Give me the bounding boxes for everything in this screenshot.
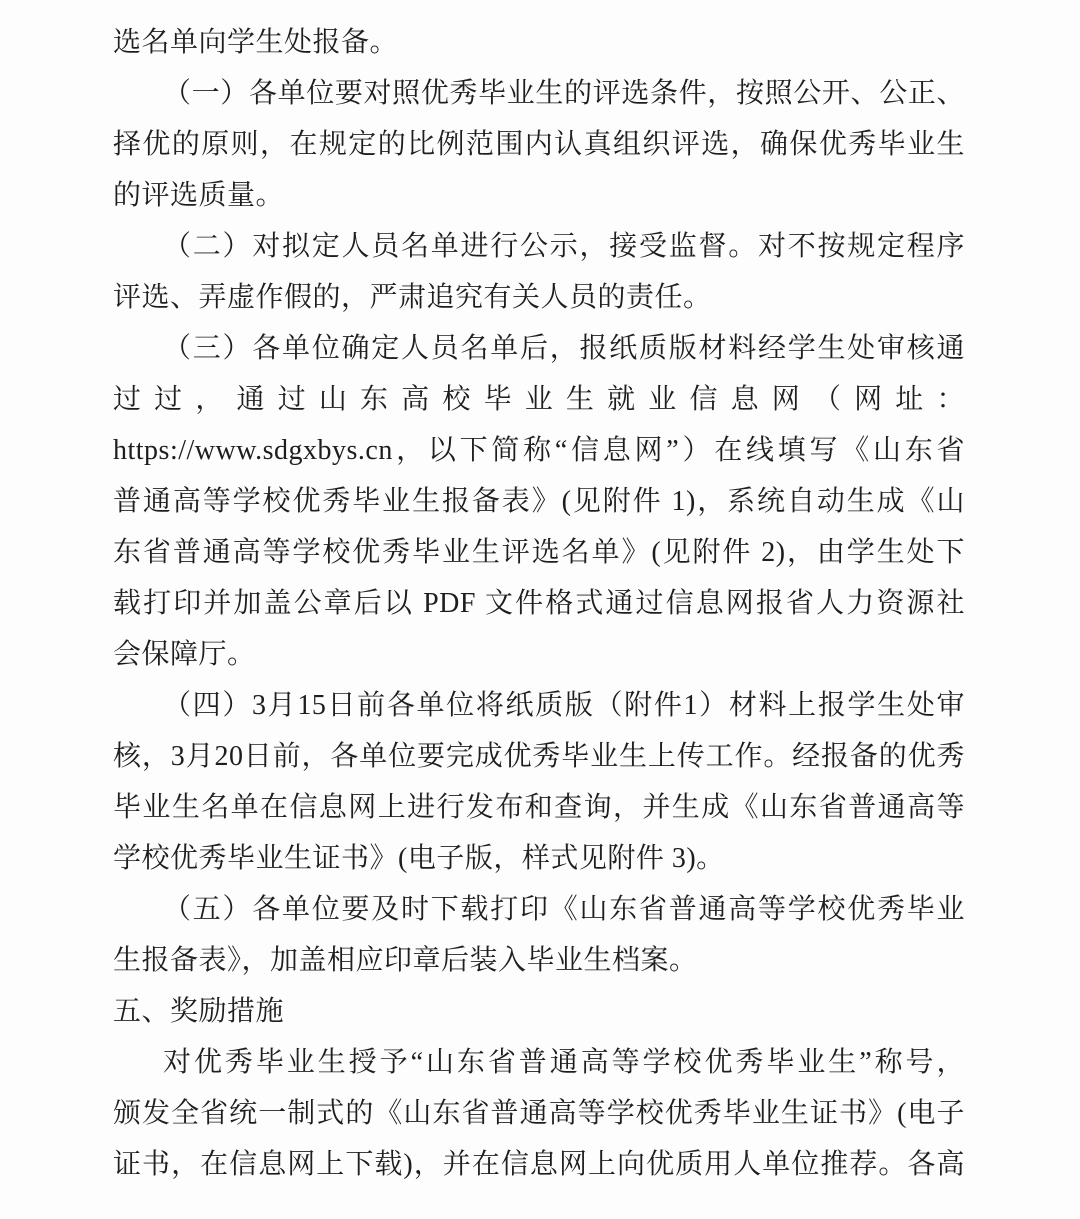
text-line: （一）各单位要对照优秀毕业生的评选条件，按照公开、公正、 [163,78,965,109]
text-line: （五）各单位要及时下载打印《山东省普通高等学校优秀毕业 [163,894,965,925]
text-line: 过过，通过山东高校毕业生就业信息网（网址： [113,384,965,415]
text-line: 择优的原则，在规定的比例范围内认真组织评选，确保优秀毕业生 [113,129,965,160]
text-line: 东省普通高等学校优秀毕业生评选名单》(见附件 2)，由学生处下 [113,537,965,568]
text-line: （三）各单位确定人员名单后，报纸质版材料经学生处审核通 [163,333,965,364]
text-line: 生报备表》，加盖相应印章后装入毕业生档案。 [113,945,698,976]
text-line: （四）3月15日前各单位将纸质版（附件1）材料上报学生处审 [163,690,965,721]
text-line: 评选、弄虚作假的，严肃追究有关人员的责任。 [113,282,712,313]
text-line: 颁发全省统一制式的《山东省普通高等学校优秀毕业生证书》(电子 [113,1098,965,1129]
text-line: 证书，在信息网上下载)，并在信息网上向优质用人单位推荐。各高 [113,1149,965,1180]
text-line: 的评选质量。 [113,180,285,211]
text-line: 对优秀毕业生授予“山东省普通高等学校优秀毕业生”称号， [163,1047,965,1078]
text-line: 会保障厅。 [113,639,256,670]
text-line: 普通高等学校优秀毕业生报备表》(见附件 1)，系统自动生成《山 [113,486,965,517]
text-line: 核，3月20日前，各单位要完成优秀毕业生上传工作。经报备的优秀 [113,741,965,772]
text-line: 选名单向学生处报备。 [113,27,399,58]
text-line: （二）对拟定人员名单进行公示，接受监督。对不按规定程序 [163,231,965,262]
document-body-text [113,17,965,1190]
text-line-with-url: https://www.sdgxbys.cn，以下简称“信息网”）在线填写《山东省 [113,435,965,466]
section-heading: 五、奖励措施 [113,996,285,1027]
text-line: 学校优秀毕业生证书》(电子版，样式见附件 3)。 [113,843,725,874]
text-line: 载打印并加盖公章后以 PDF 文件格式通过信息网报省人力资源社 [113,588,965,619]
text-line: 毕业生名单在信息网上进行发布和查询，并生成《山东省普通高等 [113,792,965,823]
